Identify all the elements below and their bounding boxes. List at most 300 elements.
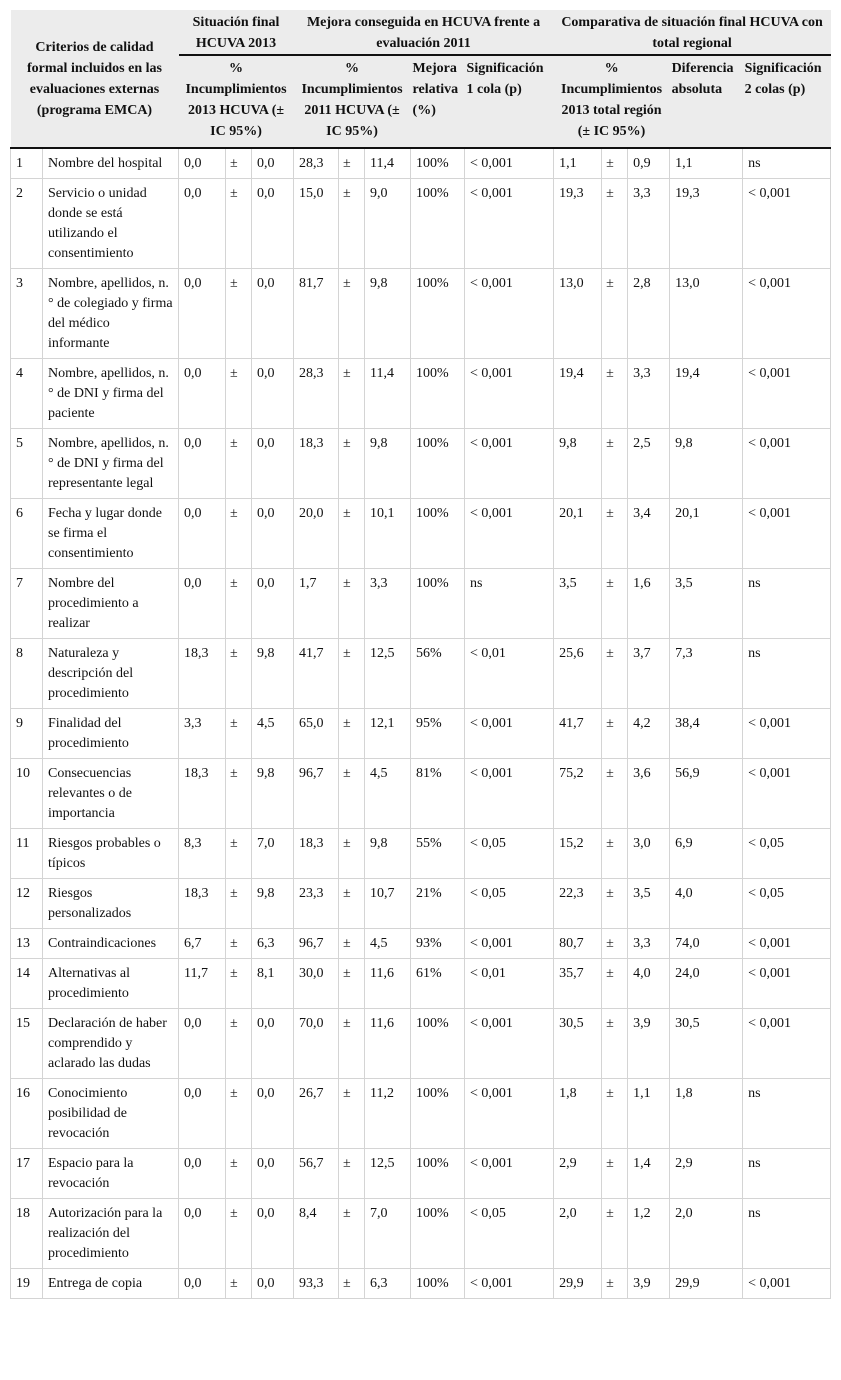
- mejora-relativa: 100%: [411, 1149, 465, 1199]
- incump-region-value: 29,9: [554, 1269, 602, 1299]
- pm-sign: ±: [339, 829, 365, 879]
- incump-2013-ci: 0,0: [252, 1199, 294, 1269]
- significacion-2-colas: ns: [743, 1199, 831, 1269]
- pm-sign: ±: [602, 959, 628, 1009]
- mejora-relativa: 100%: [411, 1079, 465, 1149]
- pm-sign: ±: [339, 1149, 365, 1199]
- significacion-1-cola: < 0,001: [465, 759, 554, 829]
- criterion-name: Autorización para la realización del procedimiento: [43, 1199, 179, 1269]
- pm-sign: ±: [339, 429, 365, 499]
- col-header-significacion-2-colas: Significación 2 colas (p): [743, 55, 831, 148]
- criterion-number: 9: [11, 709, 43, 759]
- incump-2011-ci: 9,8: [365, 829, 411, 879]
- pm-sign: ±: [339, 359, 365, 429]
- incump-2011-ci: 11,4: [365, 148, 411, 179]
- diferencia-absoluta: 1,1: [670, 148, 743, 179]
- diferencia-absoluta: 24,0: [670, 959, 743, 1009]
- diferencia-absoluta: 2,9: [670, 1149, 743, 1199]
- incump-2013-value: 3,3: [179, 709, 226, 759]
- pm-sign: ±: [226, 639, 252, 709]
- table-row: [11, 499, 831, 569]
- incump-2013-value: 0,0: [179, 269, 226, 359]
- significacion-2-colas: < 0,001: [743, 429, 831, 499]
- criteria-header: Criterios de calidad formal incluidos en las evaluaciones externas (programa EMCA): [11, 10, 179, 148]
- incump-2011-value: 15,0: [294, 179, 339, 269]
- table-row: [11, 148, 831, 179]
- significacion-2-colas: ns: [743, 1079, 831, 1149]
- criterion-name: Riesgos probables o típicos: [43, 829, 179, 879]
- incump-2013-value: 0,0: [179, 1199, 226, 1269]
- criterion-name: Naturaleza y descripción del procedimiento: [43, 639, 179, 709]
- incump-region-value: 22,3: [554, 879, 602, 929]
- mejora-relativa: 100%: [411, 1009, 465, 1079]
- significacion-2-colas: < 0,001: [743, 1009, 831, 1079]
- pm-sign: ±: [339, 759, 365, 829]
- pm-sign: ±: [226, 179, 252, 269]
- significacion-1-cola: < 0,01: [465, 639, 554, 709]
- pm-sign: ±: [226, 359, 252, 429]
- incump-2011-value: 41,7: [294, 639, 339, 709]
- diferencia-absoluta: 3,5: [670, 569, 743, 639]
- diferencia-absoluta: 38,4: [670, 709, 743, 759]
- incump-region-value: 13,0: [554, 269, 602, 359]
- criterion-name: Fecha y lugar donde se firma el consentimiento: [43, 499, 179, 569]
- pm-sign: ±: [602, 759, 628, 829]
- significacion-2-colas: < 0,001: [743, 759, 831, 829]
- incump-region-ci: 3,5: [628, 879, 670, 929]
- pm-sign: ±: [226, 709, 252, 759]
- incump-2013-ci: 0,0: [252, 1009, 294, 1079]
- incump-2011-ci: 12,1: [365, 709, 411, 759]
- criterion-number: 6: [11, 499, 43, 569]
- pm-sign: ±: [226, 929, 252, 959]
- pm-sign: ±: [602, 1009, 628, 1079]
- incump-2011-ci: 10,7: [365, 879, 411, 929]
- table-row: [11, 1149, 831, 1199]
- significacion-2-colas: < 0,001: [743, 269, 831, 359]
- incump-2011-value: 18,3: [294, 429, 339, 499]
- significacion-2-colas: < 0,001: [743, 709, 831, 759]
- pm-sign: ±: [602, 929, 628, 959]
- pm-sign: ±: [226, 269, 252, 359]
- criterion-number: 10: [11, 759, 43, 829]
- group-header-comparativa-regional: Comparativa de situación final HCUVA con total regional: [554, 10, 831, 55]
- pm-sign: ±: [226, 1149, 252, 1199]
- incump-2013-ci: 6,3: [252, 929, 294, 959]
- incump-2013-ci: 8,1: [252, 959, 294, 1009]
- significacion-1-cola: < 0,05: [465, 1199, 554, 1269]
- col-header-incump-region: % Incumplimientos 2013 total región (± IC 95%): [554, 55, 670, 148]
- mejora-relativa: 100%: [411, 569, 465, 639]
- pm-sign: ±: [339, 1009, 365, 1079]
- incump-region-ci: 3,3: [628, 179, 670, 269]
- pm-sign: ±: [339, 499, 365, 569]
- pm-sign: ±: [602, 429, 628, 499]
- significacion-2-colas: ns: [743, 1149, 831, 1199]
- pm-sign: ±: [226, 1199, 252, 1269]
- pm-sign: ±: [226, 1269, 252, 1299]
- pm-sign: ±: [602, 359, 628, 429]
- pm-sign: ±: [602, 829, 628, 879]
- incump-2011-value: 56,7: [294, 1149, 339, 1199]
- table-body: [11, 148, 831, 1299]
- incump-region-ci: 3,9: [628, 1009, 670, 1079]
- criterion-number: 5: [11, 429, 43, 499]
- incump-region-ci: 0,9: [628, 148, 670, 179]
- incump-region-ci: 1,6: [628, 569, 670, 639]
- significacion-2-colas: ns: [743, 639, 831, 709]
- pm-sign: ±: [339, 148, 365, 179]
- table-row: [11, 359, 831, 429]
- incump-2013-ci: 0,0: [252, 1149, 294, 1199]
- mejora-relativa: 21%: [411, 879, 465, 929]
- pm-sign: ±: [602, 1149, 628, 1199]
- incump-2013-value: 0,0: [179, 429, 226, 499]
- incump-2011-value: 28,3: [294, 148, 339, 179]
- pm-sign: ±: [339, 1199, 365, 1269]
- incump-2011-ci: 12,5: [365, 639, 411, 709]
- incump-2011-value: 1,7: [294, 569, 339, 639]
- table-row: [11, 709, 831, 759]
- diferencia-absoluta: 13,0: [670, 269, 743, 359]
- criterion-name: Nombre, apellidos, n.° de colegiado y firma del médico informante: [43, 269, 179, 359]
- incump-region-value: 75,2: [554, 759, 602, 829]
- incump-2011-value: 65,0: [294, 709, 339, 759]
- mejora-relativa: 56%: [411, 639, 465, 709]
- table-row: [11, 179, 831, 269]
- pm-sign: ±: [226, 1079, 252, 1149]
- pm-sign: ±: [602, 499, 628, 569]
- diferencia-absoluta: 20,1: [670, 499, 743, 569]
- criterion-name: Nombre, apellidos, n.° de DNI y firma del representante legal: [43, 429, 179, 499]
- pm-sign: ±: [339, 269, 365, 359]
- incump-2011-value: 81,7: [294, 269, 339, 359]
- pm-sign: ±: [602, 1269, 628, 1299]
- incump-region-value: 15,2: [554, 829, 602, 879]
- incump-2013-value: 18,3: [179, 879, 226, 929]
- incump-region-value: 25,6: [554, 639, 602, 709]
- incump-2011-ci: 4,5: [365, 929, 411, 959]
- diferencia-absoluta: 29,9: [670, 1269, 743, 1299]
- group-header-situacion-2013: Situación final HCUVA 2013: [179, 10, 294, 55]
- incump-2011-value: 93,3: [294, 1269, 339, 1299]
- incump-2013-value: 0,0: [179, 1269, 226, 1299]
- table-row: [11, 879, 831, 929]
- table-row: [11, 569, 831, 639]
- criterion-number: 15: [11, 1009, 43, 1079]
- pm-sign: ±: [602, 639, 628, 709]
- pm-sign: ±: [602, 709, 628, 759]
- incump-2011-value: 28,3: [294, 359, 339, 429]
- significacion-2-colas: < 0,001: [743, 359, 831, 429]
- criterion-name: Contraindicaciones: [43, 929, 179, 959]
- incump-region-value: 19,3: [554, 179, 602, 269]
- incump-region-value: 19,4: [554, 359, 602, 429]
- mejora-relativa: 95%: [411, 709, 465, 759]
- incump-2011-ci: 3,3: [365, 569, 411, 639]
- incump-region-ci: 3,0: [628, 829, 670, 879]
- pm-sign: ±: [602, 569, 628, 639]
- mejora-relativa: 100%: [411, 269, 465, 359]
- col-header-incump-2011: % Incumplimientos 2011 HCUVA (± IC 95%): [294, 55, 411, 148]
- incump-region-ci: 1,1: [628, 1079, 670, 1149]
- incump-2011-value: 26,7: [294, 1079, 339, 1149]
- mejora-relativa: 100%: [411, 1269, 465, 1299]
- col-header-significacion-1-cola: Significación 1 cola (p): [465, 55, 554, 148]
- criterion-number: 14: [11, 959, 43, 1009]
- significacion-1-cola: < 0,001: [465, 1269, 554, 1299]
- table-row: [11, 639, 831, 709]
- criterion-name: Finalidad del procedimiento: [43, 709, 179, 759]
- incump-2011-ci: 6,3: [365, 1269, 411, 1299]
- mejora-relativa: 93%: [411, 929, 465, 959]
- incump-region-value: 1,8: [554, 1079, 602, 1149]
- incump-2011-ci: 11,4: [365, 359, 411, 429]
- incump-2011-value: 70,0: [294, 1009, 339, 1079]
- table-row: [11, 1269, 831, 1299]
- incump-2011-value: 96,7: [294, 759, 339, 829]
- significacion-1-cola: < 0,05: [465, 879, 554, 929]
- criterion-number: 11: [11, 829, 43, 879]
- table-row: [11, 429, 831, 499]
- mejora-relativa: 100%: [411, 148, 465, 179]
- incump-region-value: 41,7: [554, 709, 602, 759]
- incump-2013-value: 0,0: [179, 1009, 226, 1079]
- mejora-relativa: 100%: [411, 179, 465, 269]
- incump-2013-value: 0,0: [179, 569, 226, 639]
- incump-2013-value: 11,7: [179, 959, 226, 1009]
- group-header-mejora-2011: Mejora conseguida en HCUVA frente a evaluación 2011: [294, 10, 554, 55]
- criterion-name: Espacio para la revocación: [43, 1149, 179, 1199]
- pm-sign: ±: [339, 879, 365, 929]
- incump-region-ci: 1,4: [628, 1149, 670, 1199]
- incump-region-value: 1,1: [554, 148, 602, 179]
- criterion-name: Riesgos personalizados: [43, 879, 179, 929]
- criterion-number: 7: [11, 569, 43, 639]
- criterion-number: 3: [11, 269, 43, 359]
- incump-2013-ci: 9,8: [252, 879, 294, 929]
- incump-region-ci: 3,9: [628, 1269, 670, 1299]
- table-row: [11, 829, 831, 879]
- incump-region-value: 3,5: [554, 569, 602, 639]
- incump-region-ci: 3,4: [628, 499, 670, 569]
- incump-2011-value: 23,3: [294, 879, 339, 929]
- pm-sign: ±: [339, 569, 365, 639]
- criterion-name: Alternativas al procedimiento: [43, 959, 179, 1009]
- pm-sign: ±: [339, 1269, 365, 1299]
- table-row: [11, 1199, 831, 1269]
- incump-region-value: 2,0: [554, 1199, 602, 1269]
- table-row: [11, 1079, 831, 1149]
- incump-2013-value: 0,0: [179, 359, 226, 429]
- incump-2011-ci: 7,0: [365, 1199, 411, 1269]
- incump-2013-ci: 0,0: [252, 269, 294, 359]
- incump-2013-value: 0,0: [179, 1079, 226, 1149]
- table-row: [11, 269, 831, 359]
- significacion-1-cola: < 0,001: [465, 1149, 554, 1199]
- incump-region-ci: 3,6: [628, 759, 670, 829]
- incump-2013-ci: 0,0: [252, 148, 294, 179]
- criterion-number: 2: [11, 179, 43, 269]
- incump-2013-value: 0,0: [179, 148, 226, 179]
- incump-region-ci: 3,3: [628, 929, 670, 959]
- pm-sign: ±: [226, 148, 252, 179]
- pm-sign: ±: [226, 569, 252, 639]
- significacion-2-colas: < 0,05: [743, 879, 831, 929]
- incump-2013-value: 18,3: [179, 639, 226, 709]
- significacion-1-cola: < 0,05: [465, 829, 554, 879]
- mejora-relativa: 55%: [411, 829, 465, 879]
- criterion-number: 4: [11, 359, 43, 429]
- criterion-name: Declaración de haber comprendido y aclarado las dudas: [43, 1009, 179, 1079]
- incump-region-ci: 3,7: [628, 639, 670, 709]
- significacion-2-colas: ns: [743, 569, 831, 639]
- criterion-number: 13: [11, 929, 43, 959]
- significacion-2-colas: < 0,001: [743, 179, 831, 269]
- quality-criteria-table: [10, 10, 831, 1299]
- significacion-2-colas: < 0,001: [743, 499, 831, 569]
- pm-sign: ±: [339, 929, 365, 959]
- criterion-name: Conocimiento posibilidad de revocación: [43, 1079, 179, 1149]
- incump-2011-value: 96,7: [294, 929, 339, 959]
- incump-region-ci: 2,8: [628, 269, 670, 359]
- incump-region-ci: 4,2: [628, 709, 670, 759]
- mejora-relativa: 100%: [411, 499, 465, 569]
- table-row: [11, 1009, 831, 1079]
- pm-sign: ±: [602, 1079, 628, 1149]
- incump-2011-value: 18,3: [294, 829, 339, 879]
- incump-2013-ci: 0,0: [252, 1269, 294, 1299]
- incump-region-ci: 1,2: [628, 1199, 670, 1269]
- significacion-1-cola: < 0,001: [465, 359, 554, 429]
- mejora-relativa: 100%: [411, 429, 465, 499]
- criterion-name: Entrega de copia: [43, 1269, 179, 1299]
- pm-sign: ±: [226, 879, 252, 929]
- incump-2013-value: 8,3: [179, 829, 226, 879]
- incump-2013-ci: 9,8: [252, 639, 294, 709]
- significacion-2-colas: ns: [743, 148, 831, 179]
- significacion-2-colas: < 0,001: [743, 1269, 831, 1299]
- incump-2013-ci: 9,8: [252, 759, 294, 829]
- incump-2013-value: 18,3: [179, 759, 226, 829]
- incump-2013-value: 6,7: [179, 929, 226, 959]
- incump-region-value: 20,1: [554, 499, 602, 569]
- diferencia-absoluta: 19,3: [670, 179, 743, 269]
- incump-2013-ci: 0,0: [252, 499, 294, 569]
- pm-sign: ±: [226, 499, 252, 569]
- incump-2011-value: 20,0: [294, 499, 339, 569]
- diferencia-absoluta: 74,0: [670, 929, 743, 959]
- incump-region-value: 30,5: [554, 1009, 602, 1079]
- significacion-1-cola: < 0,001: [465, 1009, 554, 1079]
- table-row: [11, 929, 831, 959]
- criterion-name: Nombre del procedimiento a realizar: [43, 569, 179, 639]
- pm-sign: ±: [339, 179, 365, 269]
- table-row: [11, 959, 831, 1009]
- diferencia-absoluta: 30,5: [670, 1009, 743, 1079]
- diferencia-absoluta: 56,9: [670, 759, 743, 829]
- incump-2013-ci: 4,5: [252, 709, 294, 759]
- significacion-2-colas: < 0,001: [743, 929, 831, 959]
- criterion-name: Consecuencias relevantes o de importancia: [43, 759, 179, 829]
- incump-2011-value: 8,4: [294, 1199, 339, 1269]
- criterion-number: 16: [11, 1079, 43, 1149]
- significacion-2-colas: < 0,001: [743, 959, 831, 1009]
- incump-2013-value: 0,0: [179, 1149, 226, 1199]
- pm-sign: ±: [226, 759, 252, 829]
- incump-2013-ci: 0,0: [252, 429, 294, 499]
- significacion-1-cola: < 0,001: [465, 1079, 554, 1149]
- diferencia-absoluta: 6,9: [670, 829, 743, 879]
- criterion-number: 8: [11, 639, 43, 709]
- incump-2013-ci: 0,0: [252, 569, 294, 639]
- criterion-name: Nombre del hospital: [43, 148, 179, 179]
- pm-sign: ±: [602, 148, 628, 179]
- pm-sign: ±: [339, 1079, 365, 1149]
- pm-sign: ±: [339, 639, 365, 709]
- criterion-name: Servicio o unidad donde se está utilizando el consentimiento: [43, 179, 179, 269]
- col-header-incump-2013: % Incumplimientos 2013 HCUVA (± IC 95%): [179, 55, 294, 148]
- diferencia-absoluta: 4,0: [670, 879, 743, 929]
- incump-2011-ci: 10,1: [365, 499, 411, 569]
- incump-region-ci: 3,3: [628, 359, 670, 429]
- incump-2013-ci: 0,0: [252, 359, 294, 429]
- significacion-1-cola: < 0,001: [465, 179, 554, 269]
- mejora-relativa: 81%: [411, 759, 465, 829]
- pm-sign: ±: [602, 179, 628, 269]
- incump-2013-ci: 7,0: [252, 829, 294, 879]
- pm-sign: ±: [226, 1009, 252, 1079]
- significacion-1-cola: < 0,001: [465, 429, 554, 499]
- incump-2013-value: 0,0: [179, 499, 226, 569]
- criterion-number: 19: [11, 1269, 43, 1299]
- incump-2011-ci: 9,8: [365, 269, 411, 359]
- pm-sign: ±: [339, 709, 365, 759]
- incump-region-ci: 2,5: [628, 429, 670, 499]
- significacion-1-cola: < 0,001: [465, 269, 554, 359]
- incump-2011-ci: 12,5: [365, 1149, 411, 1199]
- incump-2013-value: 0,0: [179, 179, 226, 269]
- incump-2011-value: 30,0: [294, 959, 339, 1009]
- mejora-relativa: 61%: [411, 959, 465, 1009]
- criterion-number: 1: [11, 148, 43, 179]
- incump-2011-ci: 9,8: [365, 429, 411, 499]
- diferencia-absoluta: 9,8: [670, 429, 743, 499]
- diferencia-absoluta: 7,3: [670, 639, 743, 709]
- pm-sign: ±: [339, 959, 365, 1009]
- criterion-number: 18: [11, 1199, 43, 1269]
- significacion-1-cola: ns: [465, 569, 554, 639]
- pm-sign: ±: [602, 1199, 628, 1269]
- significacion-1-cola: < 0,001: [465, 148, 554, 179]
- incump-2011-ci: 9,0: [365, 179, 411, 269]
- pm-sign: ±: [602, 879, 628, 929]
- incump-region-value: 9,8: [554, 429, 602, 499]
- incump-2011-ci: 11,6: [365, 1009, 411, 1079]
- criterion-name: Nombre, apellidos, n.° de DNI y firma del paciente: [43, 359, 179, 429]
- diferencia-absoluta: 19,4: [670, 359, 743, 429]
- incump-region-value: 2,9: [554, 1149, 602, 1199]
- incump-2011-ci: 11,6: [365, 959, 411, 1009]
- mejora-relativa: 100%: [411, 1199, 465, 1269]
- significacion-1-cola: < 0,001: [465, 709, 554, 759]
- pm-sign: ±: [226, 829, 252, 879]
- incump-region-ci: 4,0: [628, 959, 670, 1009]
- pm-sign: ±: [602, 269, 628, 359]
- incump-2013-ci: 0,0: [252, 179, 294, 269]
- table-row: [11, 759, 831, 829]
- incump-region-value: 80,7: [554, 929, 602, 959]
